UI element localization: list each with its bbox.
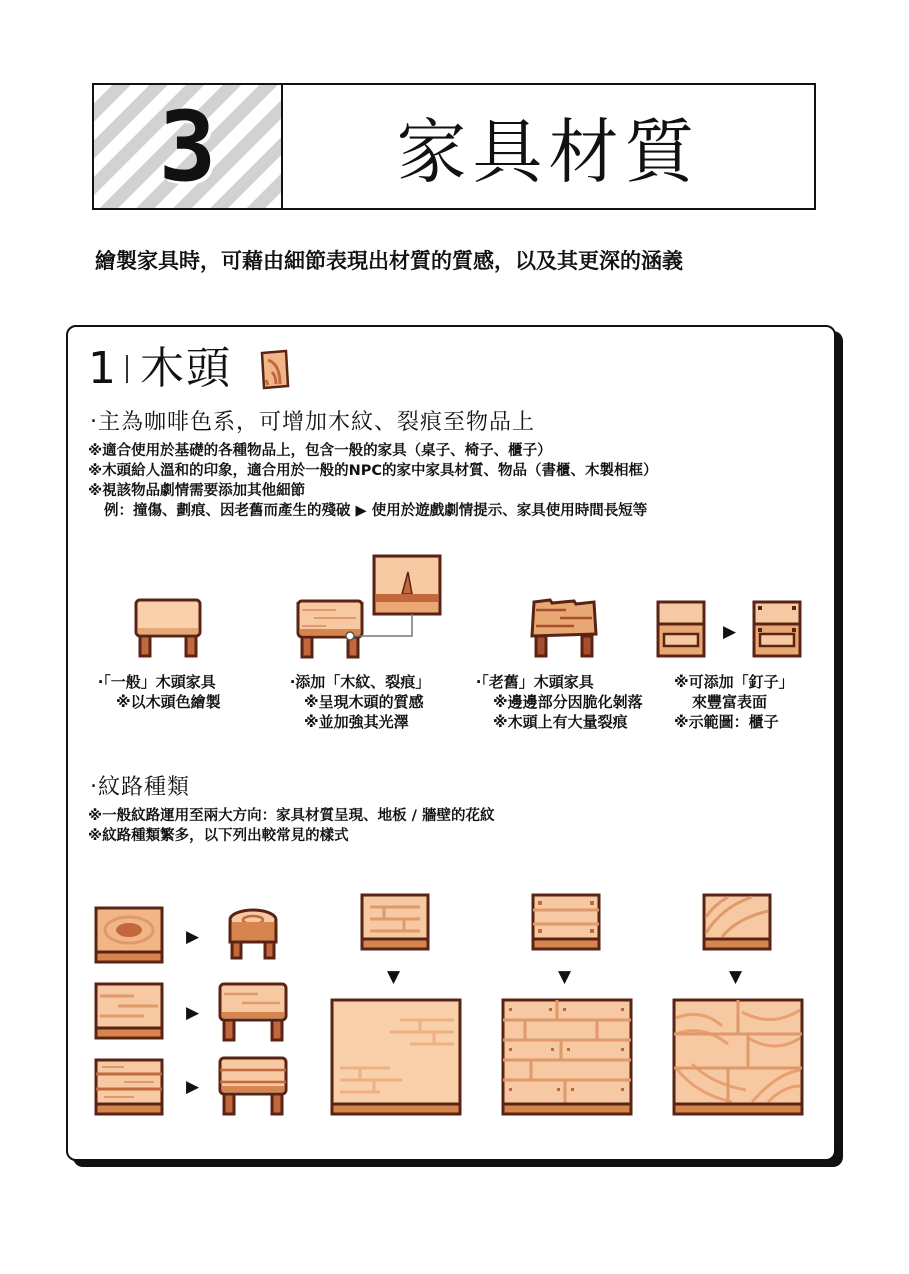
- arrow-right-icon: ▶: [186, 1003, 200, 1023]
- old-wood-stool-illustration: [530, 598, 598, 660]
- nailed-plank-tile: [531, 893, 601, 951]
- wood-note-1: ※適合使用於基礎的各種物品上，包含一般的家具（桌子、椅子、櫃子）: [88, 443, 552, 459]
- plain-wood-stool-illustration: [134, 598, 202, 660]
- section-title: 木頭: [140, 343, 232, 394]
- brick-floor-pattern: [330, 998, 462, 1116]
- caption-nails-2: 來豐富表面: [692, 693, 768, 711]
- caption-old-1: ‧「老舊」木頭家具: [476, 673, 594, 691]
- pattern-heading: ‧紋路種類: [90, 775, 190, 800]
- swirl-grain-tile: [702, 893, 772, 951]
- intro-text: 繪製家具時，可藉由細節表現出材質的質感，以及其更深的涵義: [95, 249, 683, 273]
- grain-wood-stool-illustration: [296, 554, 446, 660]
- chapter-number: 3: [158, 90, 217, 203]
- chapter-title: 家具材質: [396, 111, 701, 193]
- caption-old-3: ※木頭上有大量裂痕: [493, 713, 628, 731]
- wood-heading: ‧主為咖啡色系，可增加木紋、裂痕至物品上: [90, 410, 535, 435]
- chapter-header: [92, 83, 816, 210]
- wood-plank-icon: [258, 350, 290, 390]
- wood-note-2: ※木頭給人溫和的印象，適合用於一般的NPC的家中家具材質、物品（書櫃、木製相框）: [88, 463, 658, 479]
- caption-grain-3: ※並加強其光澤: [304, 713, 409, 731]
- caption-old-2: ※邊邊部分因脆化剝落: [493, 693, 643, 711]
- caption-grain-2: ※呈現木頭的質感: [304, 693, 424, 711]
- cabinet-nails-illustration: [752, 600, 802, 660]
- section-number: 1: [88, 343, 116, 394]
- wood-note-example: 例：撞傷、劃痕、因老舊而產生的殘破 ▶ 使用於遊戲劇情提示、家具使用時間長短等: [104, 503, 648, 519]
- arrow-right-icon: ▶: [186, 927, 200, 947]
- plank-grain-stool-illustration: [218, 1056, 288, 1118]
- plank-grain-tile: [94, 1058, 164, 1116]
- caption-normal-2: ※以木頭色繪製: [116, 693, 221, 711]
- caption-normal-1: ‧「一般」木頭家具: [98, 673, 216, 691]
- wood-note-3: ※視該物品劇情需要添加其他細節: [88, 483, 306, 499]
- arrow-right-icon: ▶: [723, 622, 737, 642]
- arrow-down-icon: ▼: [558, 967, 572, 987]
- straight-grain-tile: [94, 982, 164, 1040]
- brick-grain-tile: [360, 893, 430, 951]
- caption-nails-1: ※可添加「釘子」: [674, 673, 794, 691]
- section-divider: [126, 355, 128, 383]
- cabinet-plain-illustration: [656, 600, 706, 660]
- ring-grain-tile: [94, 906, 164, 964]
- pattern-note-2: ※紋路種類繁多，以下列出較常見的樣式: [88, 828, 349, 844]
- caption-grain-1: ‧添加「木紋、裂痕」: [290, 673, 431, 691]
- straight-grain-stool-illustration: [218, 982, 288, 1044]
- arrow-down-icon: ▼: [729, 967, 743, 987]
- arrow-right-icon: ▶: [186, 1077, 200, 1097]
- arrow-down-icon: ▼: [387, 967, 401, 987]
- chapter-number-box: [94, 85, 283, 208]
- caption-nails-3: ※示範圖：櫃子: [674, 713, 779, 731]
- pattern-note-1: ※一般紋路運用至兩大方向：家具材質呈現、地板 / 牆壁的花紋: [88, 808, 495, 824]
- swirl-floor-pattern: [672, 998, 804, 1116]
- stump-stool-illustration: [226, 908, 280, 960]
- plank-floor-pattern: [501, 998, 633, 1116]
